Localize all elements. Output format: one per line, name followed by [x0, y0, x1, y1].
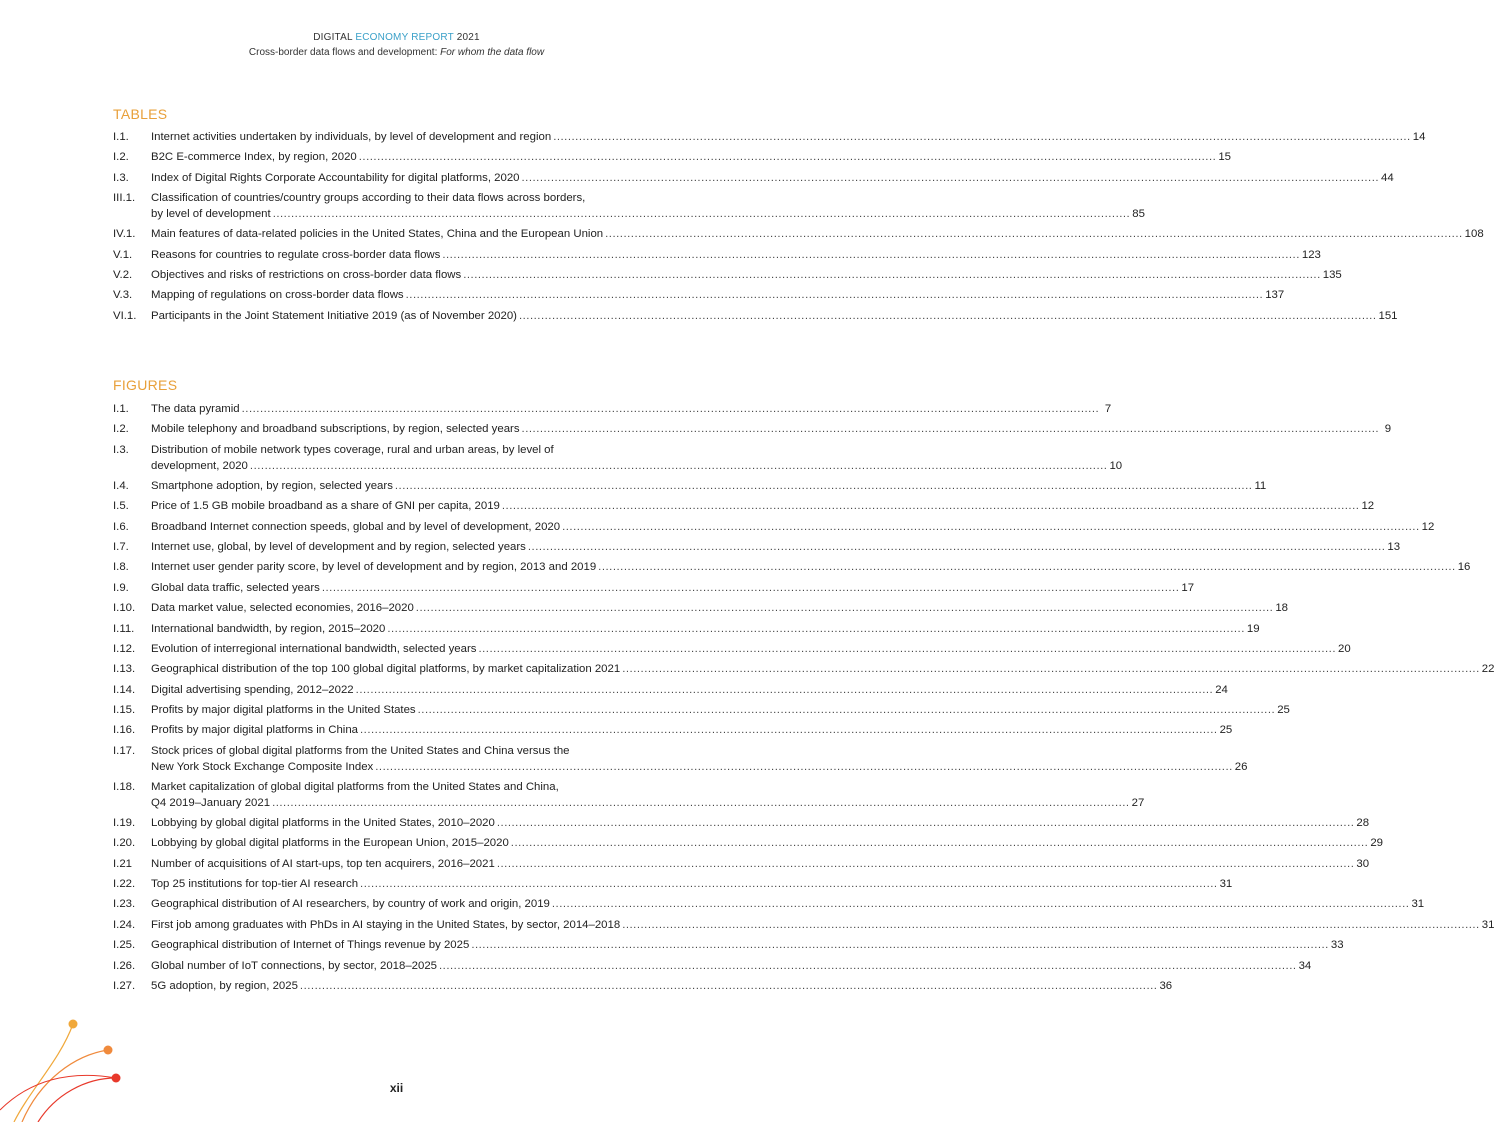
dot-leader — [622, 917, 1480, 933]
figure-entry-page: 9 — [1384, 423, 1392, 436]
table-entry-title: Main features of data-related policies in the United States, China and the European Union — [151, 228, 604, 241]
figure-entry-title: Lobbying by global digital platforms in the European Union, 2015–2020 — [151, 837, 509, 850]
figure-entry-title: Smartphone adoption, by region, selected years — [151, 479, 393, 492]
figure-entry-page: 12 — [1421, 520, 1435, 533]
figure-entry-title: development, 2020 — [151, 459, 248, 472]
figure-entry-title: First job among graduates with PhDs in AI staying in the United States, by sector, 2014–2018 — [151, 918, 621, 931]
figure-entry[interactable] — [113, 958, 1312, 974]
table-entry-title: Index of Digital Rights Corporate Accountability for digital platforms, 2020 — [151, 171, 520, 184]
figure-entry-title: Q4 2019–January 2021 — [151, 796, 271, 809]
figure-entry-title: Global number of IoT connections, by sector, 2018–2025 — [151, 959, 438, 972]
dot-leader — [300, 978, 1158, 994]
table-entry-page: 14 — [1412, 131, 1426, 143]
dot-leader — [273, 206, 1131, 222]
dot-leader — [242, 401, 1100, 417]
deco-dot-gold — [69, 1020, 78, 1029]
dot-leader — [471, 937, 1329, 953]
figure-entry-page: 30 — [1356, 857, 1370, 870]
figure-entry-title: New York Stock Exchange Composite Index — [151, 760, 374, 773]
table-entry-title: B2C E-commerce Index, by region, 2020 — [151, 151, 357, 164]
figure-entry-number: I.2. — [113, 423, 129, 436]
dot-leader — [250, 458, 1108, 474]
figure-entry[interactable] — [113, 856, 1370, 872]
figure-entry-title: 5G adoption, by region, 2025 — [151, 979, 298, 992]
figure-entry-number: I.5. — [113, 500, 129, 513]
figure-entry-page: 36 — [1159, 979, 1173, 992]
dot-leader — [605, 226, 1463, 242]
figure-entry-title: Number of acquisitions of AI start-ups, top ten acquirers, 2016–2021 — [151, 857, 495, 870]
figure-entry-title: Profits by major digital platforms in the United States — [151, 704, 416, 717]
figure-entry-number: I.3. — [113, 443, 129, 456]
figure-entry-number: I.22. — [113, 878, 136, 891]
table-entry[interactable] — [113, 170, 1394, 186]
figures-section-title: FIGURES — [113, 377, 178, 393]
figure-entry-number: I.20. — [113, 837, 136, 850]
figure-entry-page: 31 — [1219, 878, 1233, 891]
figure-entry[interactable] — [113, 559, 1471, 575]
figure-entry-page: 20 — [1338, 642, 1351, 655]
table-entry-number: IV.1. — [113, 228, 136, 241]
figure-entry[interactable] — [113, 917, 1494, 933]
table-entry[interactable] — [113, 190, 1145, 222]
dot-leader — [406, 287, 1264, 303]
figure-entry-title: Geographical distribution of Internet of Things revenue by 2025 — [151, 939, 470, 952]
dot-leader — [356, 682, 1214, 698]
figure-entry-page: 18 — [1275, 602, 1288, 615]
figure-entry-number: I.16. — [113, 724, 136, 737]
figure-entry-page: 12 — [1361, 500, 1375, 513]
figure-entry-number: I.1. — [113, 403, 129, 415]
figure-entry[interactable] — [113, 702, 1290, 718]
figure-entry-page: 29 — [1370, 837, 1384, 850]
figure-entry-number: I.13. — [113, 663, 136, 676]
figure-entry-number: I.17. — [113, 744, 136, 757]
dot-leader — [598, 559, 1456, 575]
figure-entry-title: Geographical distribution of the top 100 global digital platforms, by market capitalization 2021 — [151, 663, 621, 676]
figure-entry-number: I.9. — [113, 581, 129, 594]
table-entry-number: I.2. — [113, 151, 129, 164]
figure-entry-number: I.14. — [113, 683, 136, 696]
report-title-part2: ECONOMY REPORT — [355, 32, 454, 43]
figure-entry-page: 34 — [1298, 959, 1312, 972]
figure-entry[interactable] — [113, 519, 1435, 535]
figure-entry[interactable] — [113, 896, 1425, 912]
table-entry[interactable] — [113, 287, 1285, 303]
table-entry-title: by level of development — [151, 208, 271, 221]
dot-leader — [395, 478, 1253, 494]
table-entry[interactable] — [113, 129, 1426, 145]
table-entry-title: Mapping of regulations on cross-border data flows — [151, 289, 404, 302]
figure-entry-page: 31 — [1411, 898, 1425, 911]
dot-leader — [528, 539, 1386, 555]
figure-entry[interactable] — [113, 621, 1260, 637]
table-entry-page: 44 — [1381, 171, 1394, 184]
figure-entry[interactable] — [113, 815, 1370, 831]
figure-entry[interactable] — [113, 978, 1173, 994]
dot-leader — [522, 170, 1380, 186]
dot-leader — [562, 519, 1420, 535]
table-entry-number: I.3. — [113, 171, 129, 184]
figure-entry-page: 17 — [1181, 581, 1195, 594]
report-subtitle — [0, 46, 793, 60]
figure-entry[interactable] — [113, 421, 1392, 437]
table-entry-number: III.1. — [113, 192, 136, 205]
running-header — [0, 31, 793, 60]
table-entry-number: I.1. — [113, 131, 129, 143]
figure-entry-title: Market capitalization of global digital platforms from the United States and China, — [151, 780, 559, 793]
table-entry-number: V.3. — [113, 289, 133, 302]
table-entry-title: Reasons for countries to regulate cross-border data flows — [151, 248, 441, 261]
dot-leader — [360, 722, 1218, 738]
figure-entry-title: Internet use, global, by level of development and by region, selected years — [151, 540, 526, 553]
table-entry-page: 151 — [1378, 309, 1398, 322]
dot-leader — [463, 267, 1321, 283]
figure-entry-number: I.7. — [113, 540, 129, 553]
dot-leader — [497, 856, 1355, 872]
figure-entry-title: Distribution of mobile network types coverage, rural and urban areas, by level of — [151, 443, 554, 456]
figure-entry[interactable] — [113, 498, 1375, 514]
figure-entry[interactable] — [113, 539, 1401, 555]
table-entry[interactable] — [113, 149, 1231, 165]
dot-leader — [439, 958, 1297, 974]
figure-entry[interactable] — [113, 722, 1233, 738]
figure-entry-page: 19 — [1246, 622, 1260, 635]
figure-entry-title: Top 25 institutions for top-tier AI research — [151, 878, 359, 891]
dot-leader — [622, 661, 1480, 677]
figure-entry-page: 33 — [1330, 939, 1344, 952]
figure-entry-page: 22 — [1481, 663, 1494, 676]
report-title — [0, 31, 793, 45]
figure-entry-number: I.10. — [113, 602, 136, 615]
figure-entry-page: 25 — [1219, 724, 1233, 737]
table-entry-page: 85 — [1132, 208, 1145, 221]
dot-leader — [360, 876, 1218, 892]
figure-entry[interactable] — [113, 835, 1384, 851]
figure-entry[interactable] — [113, 401, 1112, 417]
figure-entry-page: 13 — [1387, 540, 1401, 553]
figure-entry[interactable] — [113, 779, 1145, 811]
figure-entry[interactable] — [113, 600, 1288, 616]
figure-entry-page: 16 — [1457, 561, 1471, 574]
figure-entry-title: Internet user gender parity score, by level of development and by region, 2013 and 2019 — [151, 561, 597, 574]
figure-entry[interactable] — [113, 580, 1195, 596]
figure-entry-number: I.26. — [113, 959, 136, 972]
table-entry-number: VI.1. — [113, 309, 137, 322]
report-subtitle-italic: For whom the data flow — [440, 47, 545, 58]
figure-entry-number: I.24. — [113, 918, 136, 931]
table-entry[interactable] — [113, 308, 1398, 324]
table-entry-title: Objectives and risks of restrictions on cross-border data flows — [151, 268, 462, 281]
table-entry-title: Classification of countries/country groups according to their data flows across borders, — [151, 192, 586, 205]
dot-leader — [416, 600, 1274, 616]
figure-entry-number: I.23. — [113, 898, 136, 911]
figure-entry-page: 25 — [1277, 704, 1290, 717]
figure-entry-page: 11 — [1254, 479, 1267, 492]
figure-entry-title: Geographical distribution of AI researchers, by country of work and origin, 2019 — [151, 898, 550, 911]
figure-entry-title: Lobbying by global digital platforms in the United States, 2010–2020 — [151, 816, 495, 829]
figure-entry-number: I.4. — [113, 479, 129, 492]
figure-entry-number: I.6. — [113, 520, 129, 533]
figure-entry[interactable] — [113, 478, 1267, 494]
tables-section-title: TABLES — [113, 106, 168, 122]
dot-leader — [387, 621, 1245, 637]
table-entry-page: 135 — [1322, 268, 1342, 281]
figure-entry[interactable] — [113, 682, 1228, 698]
figure-entry-title: Global data traffic, selected years — [151, 581, 320, 594]
dot-leader — [272, 795, 1130, 811]
figure-entry-page: 28 — [1356, 816, 1370, 829]
page-number: xii — [389, 1081, 404, 1095]
figure-entry-number: I.12. — [113, 642, 136, 655]
figures-list — [113, 401, 1494, 998]
figure-entry-number: I.19. — [113, 816, 136, 829]
figure-entry-number: I.11. — [113, 622, 135, 635]
table-entry-number: V.2. — [113, 268, 133, 281]
dot-leader — [519, 308, 1377, 324]
figure-entry[interactable] — [113, 442, 1123, 474]
figure-entry-page: 31 — [1481, 918, 1494, 931]
figure-entry-number: I.8. — [113, 561, 129, 574]
table-entry[interactable] — [113, 247, 1321, 263]
figure-entry-title: Evolution of interregional international bandwidth, selected years — [151, 642, 477, 655]
figure-entry-title: International bandwidth, by region, 2015–2020 — [151, 622, 386, 635]
dot-leader — [322, 580, 1180, 596]
figure-entry-title: Digital advertising spending, 2012–2022 — [151, 683, 354, 696]
table-entry-title: Participants in the Joint Statement Initiative 2019 (as of November 2020) — [151, 309, 517, 322]
figure-entry-title: Mobile telephony and broadband subscriptions, by region, selected years — [151, 423, 520, 436]
dot-leader — [375, 759, 1233, 775]
table-entry-page: 108 — [1464, 228, 1484, 241]
report-title-year: 2021 — [456, 32, 480, 43]
dot-leader — [552, 896, 1410, 912]
table-entry[interactable] — [113, 226, 1484, 242]
dot-leader — [522, 421, 1380, 437]
figure-entry-page: 24 — [1215, 683, 1228, 696]
figure-entry-title: Stock prices of global digital platforms from the United States and China versus the — [151, 744, 570, 757]
figure-entry[interactable] — [113, 641, 1351, 657]
figure-entry-number: I.18. — [113, 780, 136, 793]
dot-leader — [497, 815, 1355, 831]
dot-leader — [553, 129, 1411, 145]
figure-entry-title: Price of 1.5 GB mobile broadband as a share of GNI per capita, 2019 — [151, 500, 500, 513]
dot-leader — [502, 498, 1360, 514]
table-entry-page: 15 — [1218, 151, 1231, 164]
figure-entry-title: Data market value, selected economies, 2016–2020 — [151, 602, 414, 615]
figure-entry-page: 7 — [1104, 403, 1112, 415]
dot-leader — [442, 247, 1300, 263]
decorative-curves-graphic — [0, 1010, 140, 1122]
table-entry-title: Internet activities undertaken by individuals, by level of development and region — [151, 131, 552, 143]
figure-entry[interactable] — [113, 876, 1233, 892]
dot-leader — [511, 835, 1369, 851]
figure-entry-page: 26 — [1234, 760, 1248, 773]
figure-entry-title: Broadband Internet connection speeds, global and by level of development, 2020 — [151, 520, 561, 533]
deco-dot-orange — [104, 1046, 113, 1055]
tables-list — [113, 129, 1484, 328]
table-entry-page: 123 — [1301, 248, 1321, 261]
dot-leader — [478, 641, 1336, 657]
figure-entry[interactable] — [113, 743, 1248, 775]
figure-entry[interactable] — [113, 937, 1344, 953]
figure-entry-number: I.21 — [113, 857, 132, 870]
dot-leader — [359, 149, 1217, 165]
table-entry[interactable] — [113, 267, 1342, 283]
figure-entry-title: Profits by major digital platforms in China — [151, 724, 359, 737]
figure-entry-page: 27 — [1131, 796, 1145, 809]
table-entry-page: 137 — [1265, 289, 1285, 302]
figure-entry-number: I.15. — [113, 704, 136, 717]
figure-entry-number: I.27. — [113, 979, 136, 992]
table-entry-number: V.1. — [113, 248, 133, 261]
figure-entry-page: 10 — [1109, 459, 1123, 472]
dot-leader — [418, 702, 1276, 718]
figure-entry-number: I.25. — [113, 939, 136, 952]
figure-entry[interactable] — [113, 661, 1494, 677]
report-title-part1: DIGITAL — [313, 32, 353, 43]
report-subtitle-plain: Cross-border data flows and development: — [248, 47, 441, 58]
figure-entry-title: The data pyramid — [151, 403, 240, 415]
